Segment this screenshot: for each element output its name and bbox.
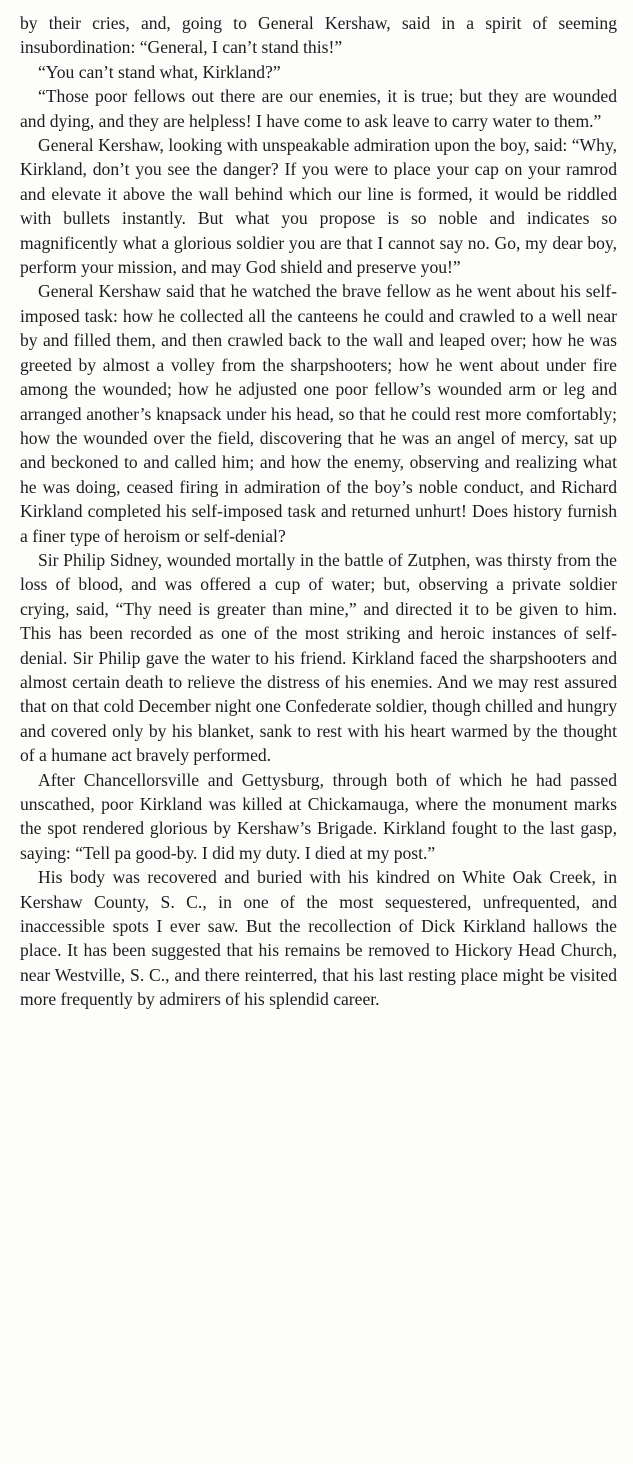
paragraph-chickamauga: After Chancellorsville and Gettysburg, through both of which he had passed unscathed, poor Kirkland was killed at Chickamauga, where the monument marks the spot rendered glorious by Kershaw’s Brigade. Kirkland fought to the last gasp, saying: “Tell pa good-by. I did my duty. I died at my post.” <box>20 769 617 863</box>
paragraph-kirkland-request: “Those poor fellows out there are our enemies, it is true; but they are wounded and dying, and they are helpless! I have come to ask leave to carry water to them.” <box>20 86 617 131</box>
paragraph-continued-cries: by their cries, and, going to General Kershaw, said in a spirit of seeming insubordination: “General, I can’t stand this!” <box>20 13 617 58</box>
paragraph-kershaw-reply: General Kershaw, looking with unspeakable admiration upon the boy, said: “Why, Kirkland, don’t you see the danger? If you were to place your cap on your ramrod and elevate it above the wall behind which our line is formed, it would be riddled with bullets instantly. But what you propose is so noble and indicates so magnificently what a glorious soldier you are that I cannot say no. Go, my dear boy, perform your mission, and may God shield and preserve you!” <box>20 135 617 278</box>
paragraph-burial: His body was recovered and buried with his kindred on White Oak Creek, in Kershaw County, S. C., in one of the most sequestered, unfrequented, and inaccessible spots I ever saw. But the recollection of Dick Kirkland hallows the place. It has been suggested that his remains be removed to Hickory Head Church, near Westville, S. C., and there reinterred, that his last resting place might be visited more frequently by admirers of his splendid career. <box>20 867 617 1010</box>
paragraph-self-imposed-task: General Kershaw said that he watched the brave fellow as he went about his self-imposed task: how he collected all the canteens he could and crawled to a well near by and filled them, and then crawled back to the wall and leaped over; how he was greeted by almost a volley from the sharpshooters; how he went about under fire among the wounded; how he adjusted one poor fellow’s wounded arm or leg and arranged another’s knapsack under his head, so that he could rest more comfortably; how the wounded over the field, discovering that he was an angel of mercy, sat up and beckoned to and called him; and how the enemy, observing and realizing what he was doing, ceased firing in admiration of the boy’s noble conduct, and Richard Kirkland completed his self-imposed task and returned unhurt! Does history furnish a finer type of heroism or self-denial? <box>20 281 617 546</box>
paragraph-philip-sidney: Sir Philip Sidney, wounded mortally in the battle of Zutphen, was thirsty from the loss of blood, and was offered a cup of water; but, observing a private soldier crying, said, “Thy need is greater than mine,” and directed it to be given to him. This has been recorded as one of the most striking and heroic instances of self-denial. Sir Philip gave the water to his friend. Kirkland faced the sharpshooters and almost certain death to relieve the distress of his enemies. And we may rest assured that on that cold December night one Confederate soldier, though chilled and hungry and covered only by his blanket, sank to rest with his heart warmed by the thought of a humane act bravely performed. <box>20 549 617 766</box>
paragraph-kershaw-question: “You can’t stand what, Kirkland?” <box>38 61 281 82</box>
body-text <box>20 11 617 1012</box>
